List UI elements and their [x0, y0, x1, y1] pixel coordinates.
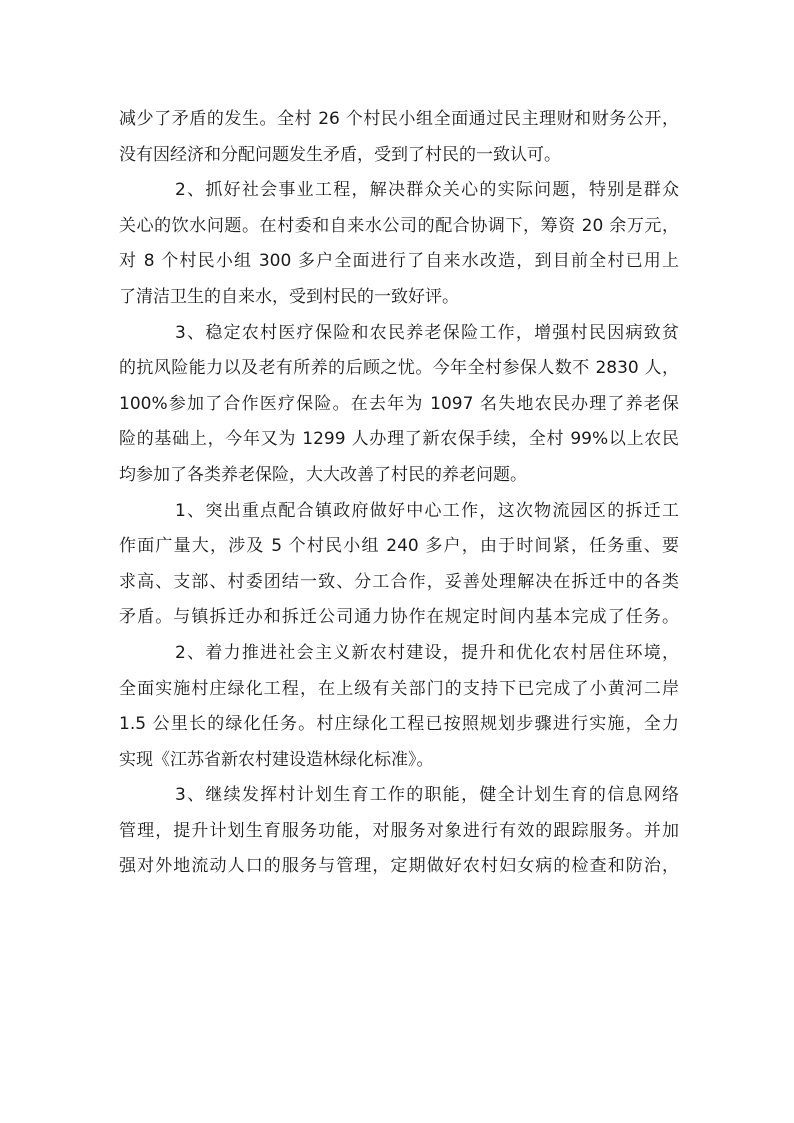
paragraph-first-line: 2、着力推进社会主义新农村建设，提升和优化农村居住环境，: [175, 642, 679, 663]
text-line: 的抗风险能力以及老有所养的后顾之忧。今年全村参保人数不 2830 人，: [119, 358, 679, 379]
text-line: 求高、支部、村委团结一致、分工合作，妥善处理解决在拆迁中的各类: [119, 571, 679, 592]
paragraph-first-line: 3、继续发挥村计划生育工作的职能，健全计划生育的信息网络: [175, 785, 679, 806]
text-line: 100%参加了合作医疗保险。在去年为 1097 名失地农民办理了养老保: [119, 393, 679, 414]
text-line: 没有因经济和分配问题发生矛盾，受到了村民的一致认可。: [119, 144, 561, 165]
text-line: 强对外地流动人口的服务与管理，定期做好农村妇女病的检查和防治，: [119, 856, 679, 877]
text-line: 均参加了各类养老保险，大大改善了村民的养老问题。: [119, 464, 527, 485]
document-body: [119, 102, 679, 885]
text-line: 全面实施村庄绿化工程，在上级有关部门的支持下已完成了小黄河二岸: [119, 678, 679, 699]
text-line: 关心的饮水问题。在村委和自来水公司的配合协调下，筹资 20 余万元，: [119, 215, 679, 236]
text-line: 险的基础上，今年又为 1299 人办理了新农保手续，全村 99%以上农民: [119, 429, 679, 450]
text-line: 减少了矛盾的发生。全村 26 个村民小组全面通过民主理财和财务公开，: [119, 109, 679, 129]
paragraph-first-line: 2、抓好社会事业工程，解决群众关心的实际问题，特别是群众: [175, 180, 679, 201]
paragraph-first-line: 3、稳定农村医疗保险和农民养老保险工作，增强村民因病致贫: [175, 322, 679, 343]
paragraph-first-line: 1、突出重点配合镇政府做好中心工作，这次物流园区的拆迁工: [175, 500, 679, 521]
text-line: 实现《江苏省新农村建设造林绿化标准》。: [119, 749, 434, 770]
text-line: 1.5 公里长的绿化任务。村庄绿化工程已按照规划步骤进行实施，全力: [119, 714, 679, 735]
text-line: 矛盾。与镇拆迁办和拆迁公司通力协作在规定时间内基本完成了任务。: [119, 607, 679, 628]
text-line: 作面广量大，涉及 5 个村民小组 240 多户，由于时间紧，任务重、要: [119, 536, 679, 557]
text-line: 管理，提升计划生育服务功能，对服务对象进行有效的跟踪服务。并加: [119, 820, 679, 841]
text-line: 对 8 个村民小组 300 多户全面进行了自来水改造，到目前全村已用上: [119, 251, 679, 272]
text-line: 了清洁卫生的自来水，受到村民的一致好评。: [119, 286, 459, 307]
